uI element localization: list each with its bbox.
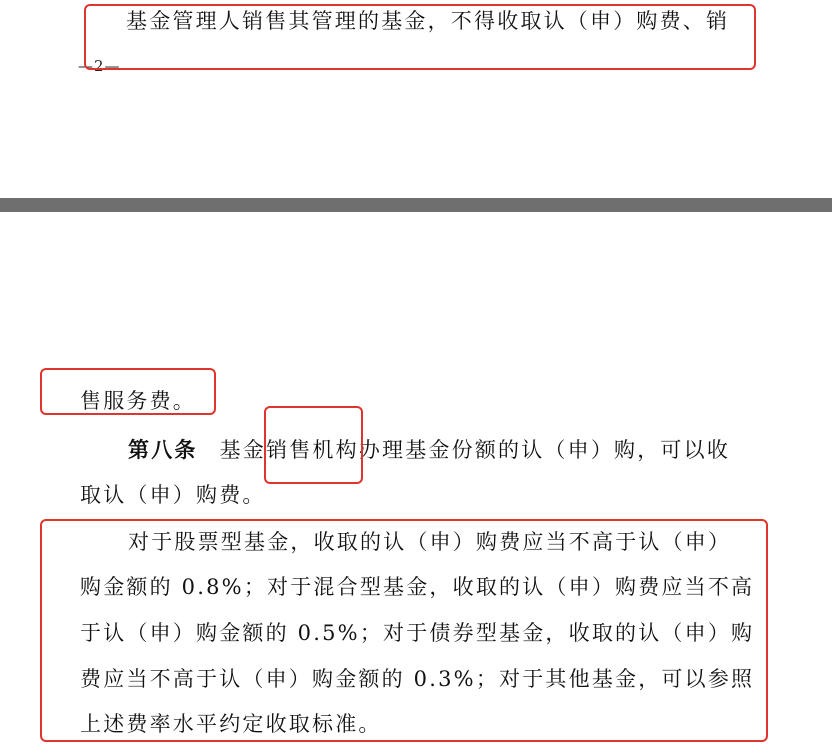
fee-paragraph-line-2: 购金额的 0.8%；对于混合型基金，收取的认（申）购费应当不高 [80,575,755,599]
article-8-line-2: 取认（申）购费。 [80,483,266,507]
article-heading: 第八条 [128,437,198,462]
fee-paragraph-line-5: 上述费率水平约定收取标准。 [80,712,382,736]
article-text-after: 办理基金份额的认（申）购，可以收 [358,438,731,462]
annotation-box-top [84,4,756,70]
fee-paragraph-line-4: 费应当不高于认（申）购金额的 0.3%；对于其他基金，可以参照 [80,667,755,691]
fee-paragraph-line-1: 对于股票型基金，收取的认（申）购费应当不高于认（申） [128,530,732,554]
fee-paragraph-line-3: 于认（申）购金额的 0.5%；对于债券型基金，收取的认（申）购 [80,621,755,645]
continuation-line: 售服务费。 [80,389,196,413]
article-8-line-1 [128,435,730,465]
annotation-box-sales-institution [264,406,363,484]
page-number: —2— [78,57,121,75]
page-separator [0,198,832,212]
annotation-box-continuation [40,368,216,415]
article-text-before: 基金 [219,438,267,462]
annotation-box-fee-paragraph [40,519,768,742]
article-highlight-text: 销售机构 [266,438,359,462]
paragraph-line: 基金管理人销售其管理的基金，不得收取认（申）购费、销 [126,9,730,33]
